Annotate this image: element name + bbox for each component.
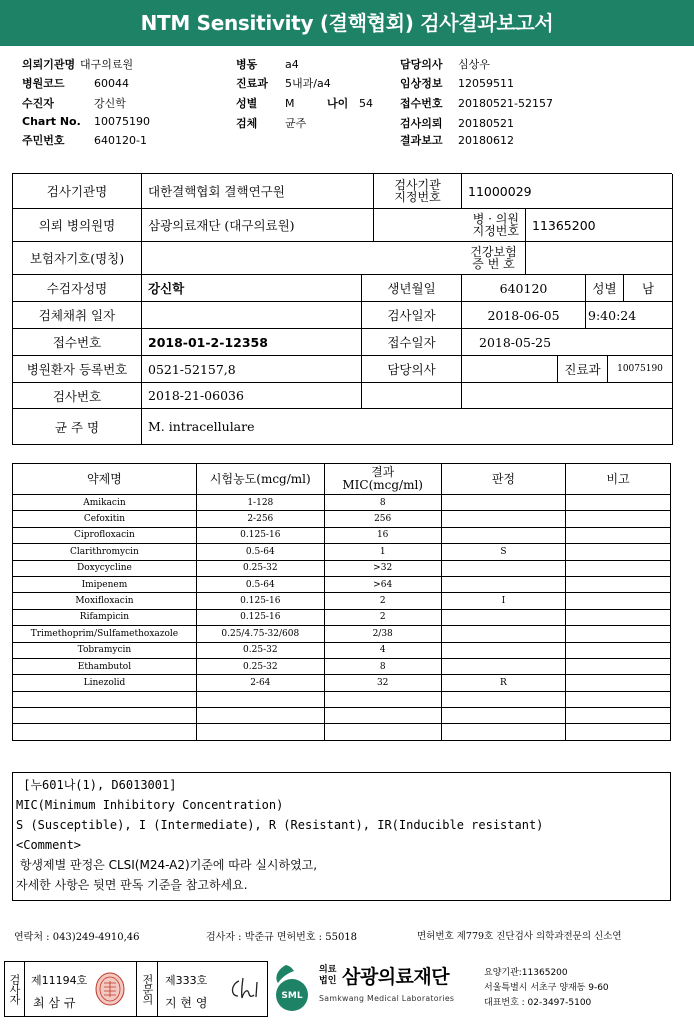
receipt-no-label: 접수번호 [13,329,142,356]
drug-cell-note [566,593,671,609]
test-no-value: 2018-21-06036 [142,383,362,409]
drug-cell-note [566,609,671,625]
header-doctor: 담당의사 심상우 [400,58,490,71]
examiner-no: 제11194호 [31,974,88,987]
reg-no-value: 0521-52157,8 [142,356,362,383]
brand-phone: 대표번호 : 02-3497-5100 [484,998,592,1008]
table-row [13,576,671,592]
examiner-tag: 검사자 [5,962,25,1016]
drug-cell-judge: S [441,544,566,560]
req-hospital-label: 의뢰 병의원명 [13,209,142,242]
table-row [13,560,671,576]
table-row [13,511,671,527]
patient-name-value: 강신학 [142,275,362,302]
insured-label: 보험자기호(명칭) [13,242,142,275]
drug-cell-drug: Amikacin [13,495,197,511]
test-no-label: 검사번호 [13,383,142,409]
drug-cell-conc [196,724,324,740]
signature-box [4,961,268,1017]
test-date-label: 검사일자 [362,302,462,329]
brand-org-type: 의료 법인 [319,965,337,986]
lab-code-value: 11000029 [462,174,673,209]
drug-cell-conc: 0.25-32 [196,560,324,576]
drug-cell-mic [324,691,441,707]
drug-cell-drug: Cefoxitin [13,511,197,527]
table-row [13,642,671,658]
lab-name-label: 검사기관명 [13,174,142,209]
lab-code-label: 검사기관 지정번호 [374,174,462,209]
strain-label: 균 주 명 [13,409,142,445]
drug-cell-judge: I [441,593,566,609]
header-clinical-info: 임상정보 12059511 [400,77,514,90]
header-dept: 진료과 5내과/a4 [236,77,331,90]
drug-cell-note [566,576,671,592]
drug-cell-note [566,626,671,642]
footer-examiner: 검사자 : 박준규 면허번호 : 55018 [206,932,358,943]
collect-date-value [142,302,362,329]
drug-cell-judge [441,609,566,625]
drug-cell-conc: 0.5-64 [196,544,324,560]
test-time-value: 9:40:24 [586,302,673,329]
drug-cell-judge [441,708,566,724]
collect-date-label: 검체채취 일자 [13,302,142,329]
comment-line: S (Susceptible), I (Intermediate), R (Resistant), IR(Inducible resistant) [16,818,544,832]
birth-label: 생년월일 [362,275,462,302]
receipt-date-label: 접수일자 [362,329,462,356]
drug-cell-mic: 32 [324,675,441,691]
reg-no-label: 병원환자 등록번호 [13,356,142,383]
lab-name-value: 대한결핵협회 결핵연구원 [142,174,374,209]
health-no-value [526,242,673,275]
specialist-tag: 전문의 [136,962,158,1016]
conc-header: 시험농도(mcg/ml) [196,464,324,495]
drug-cell-drug: Imipenem [13,576,197,592]
drug-cell-note [566,495,671,511]
drug-cell-conc: 0.5-64 [196,576,324,592]
drug-cell-judge [441,560,566,576]
comment-line: 항생제별 판정은 CLSI(M24-A2)기준에 따라 실시하였고, [16,858,318,872]
header-hospital: 의뢰기관명 대구의료원 [22,58,134,71]
drug-cell-judge [441,691,566,707]
footer-license: 면허번호 제779호 진단검사 의학과전문의 신소연 [417,931,622,942]
drug-cell-drug: Tobramycin [13,642,197,658]
header-sex: 성별 M 나이 54 [236,97,373,110]
drug-cell-judge [441,724,566,740]
drug-cell-conc [196,691,324,707]
drug-cell-drug [13,724,197,740]
drug-cell-drug: Clarithromycin [13,544,197,560]
header-report-date: 결과보고 20180612 [400,134,514,147]
header-receipt-no: 접수번호 20180521-52157 [400,97,553,110]
drug-cell-note [566,544,671,560]
comment-line: 자세한 사항은 뒷면 판독 기준을 참고하세요. [16,878,248,892]
judge-header: 판정 [441,464,566,495]
drug-cell-conc: 2-256 [196,511,324,527]
drug-cell-conc: 0.125-16 [196,609,324,625]
drug-cell-note [566,642,671,658]
drug-cell-mic: 256 [324,511,441,527]
drug-cell-judge [441,495,566,511]
drug-cell-drug: Trimethoprim/Sulfamethoxazole [13,626,197,642]
drug-cell-conc: 1-128 [196,495,324,511]
specialist-no: 제333호 [165,974,208,987]
brand-code: 요양기관:11365200 [484,968,568,978]
receipt-no-value: 2018-01-2-12358 [142,329,362,356]
hosp-code-label: 병 · 의원 지정번호 [374,209,526,242]
comment-line: MIC(Minimum Inhibitory Concentration) [16,798,284,812]
drug-cell-conc: 0.25-32 [196,658,324,674]
dept-value: 10075190 [608,356,673,383]
drug-cell-drug: Ethambutol [13,658,197,674]
drug-cell-mic: 8 [324,495,441,511]
table-row [13,658,671,674]
drug-cell-judge [441,511,566,527]
drug-cell-conc: 0.25/4.75-32/608 [196,626,324,642]
drug-cell-note [566,691,671,707]
health-no-label: 건강보험 증 번 호 [462,242,526,275]
brand-name: 삼광의료재단 [342,966,450,988]
comment-box [12,772,671,901]
drug-cell-note [566,511,671,527]
dept-label: 진료과 [558,356,608,383]
drug-cell-note [566,527,671,543]
table-row [13,691,671,707]
drug-cell-drug [13,708,197,724]
table-row [13,544,671,560]
footer-contact: 연락처 : 043)249-4910,46 [14,932,140,943]
receipt-date-value: 2018-05-25 [462,329,673,356]
drug-cell-note [566,658,671,674]
report-title: NTM Sensitivity (결핵협회) 검사결과보고서 [0,0,694,46]
drug-cell-judge [441,527,566,543]
drug-cell-mic [324,724,441,740]
header-request-date: 검사의뢰 20180521 [400,117,514,130]
table-row [13,675,671,691]
req-hospital-value: 삼광의료재단 (대구의료원) [142,209,374,242]
sex-value: 남 [624,275,673,302]
doctor-label: 담당의사 [362,356,462,383]
specialist-name: 지 현 영 [165,996,208,1010]
drug-header: 약제명 [13,464,197,495]
header-hospital-code: 병원코드 60044 [22,77,129,90]
drug-cell-drug: Moxifloxacin [13,593,197,609]
table-row [13,708,671,724]
table-row [13,527,671,543]
drug-cell-mic: 1 [324,544,441,560]
comment-line: <Comment> [16,838,82,852]
drug-cell-mic: 16 [324,527,441,543]
drug-cell-mic: >32 [324,560,441,576]
empty-cell-b [462,383,673,409]
drug-cell-note [566,724,671,740]
drug-cell-note [566,675,671,691]
drug-cell-drug [13,691,197,707]
header-patient: 수진자 강신학 [22,97,126,110]
table-row [13,724,671,740]
drug-cell-judge [441,626,566,642]
drug-cell-conc: 2-64 [196,675,324,691]
table-row [13,609,671,625]
drug-cell-judge: R [441,675,566,691]
drug-cell-conc: 0.25-32 [196,642,324,658]
drug-cell-mic: 8 [324,658,441,674]
strain-value: M. intracellulare [142,409,673,445]
patient-name-label: 수검자성명 [13,275,142,302]
doctor-value [462,356,558,383]
brand-name-en: Samkwang Medical Laboratories [319,994,455,1003]
drug-cell-note [566,560,671,576]
table-row [13,626,671,642]
header-ward: 병동 a4 [236,58,299,71]
drug-cell-judge [441,576,566,592]
header-resident-no: 주민번호 640120-1 [22,134,147,147]
drug-cell-conc: 0.125-16 [196,593,324,609]
drug-cell-drug: Doxycycline [13,560,197,576]
sex-label: 성별 [586,275,624,302]
drug-cell-mic: 2 [324,593,441,609]
drug-cell-mic [324,708,441,724]
drug-cell-drug: Rifampicin [13,609,197,625]
drug-cell-note [566,708,671,724]
table-row [13,495,671,511]
drug-cell-drug: Linezolid [13,675,197,691]
drug-cell-mic: 4 [324,642,441,658]
info-table [12,173,672,445]
header-specimen: 검체 균주 [236,117,307,130]
drug-cell-mic: >64 [324,576,441,592]
empty-cell-a [362,383,462,409]
sml-logo: SML [272,963,312,1013]
examiner-name: 최 삼 규 [33,996,76,1010]
drug-cell-conc: 0.125-16 [196,527,324,543]
drug-cell-drug: Ciprofloxacin [13,527,197,543]
drug-cell-conc [196,708,324,724]
header-chart-no: Chart No. 10075190 [22,115,150,128]
table-row [13,593,671,609]
drug-cell-judge [441,658,566,674]
drug-cell-judge [441,642,566,658]
drug-table [12,463,671,741]
result-header: 결과 MIC(mcg/ml) [324,464,441,495]
note-header: 비고 [566,464,671,495]
drug-cell-mic: 2/38 [324,626,441,642]
test-date-value: 2018-06-05 [462,302,586,329]
comment-line: [누601나(1), D6013001] [16,778,177,792]
examiner-seal [95,972,125,1006]
birth-value: 640120 [462,275,586,302]
brand-address: 서울특별시 서초구 양재동 9-60 [484,983,609,993]
hosp-code-value: 11365200 [526,209,673,242]
drug-cell-mic: 2 [324,609,441,625]
specialist-signature [227,976,263,1002]
